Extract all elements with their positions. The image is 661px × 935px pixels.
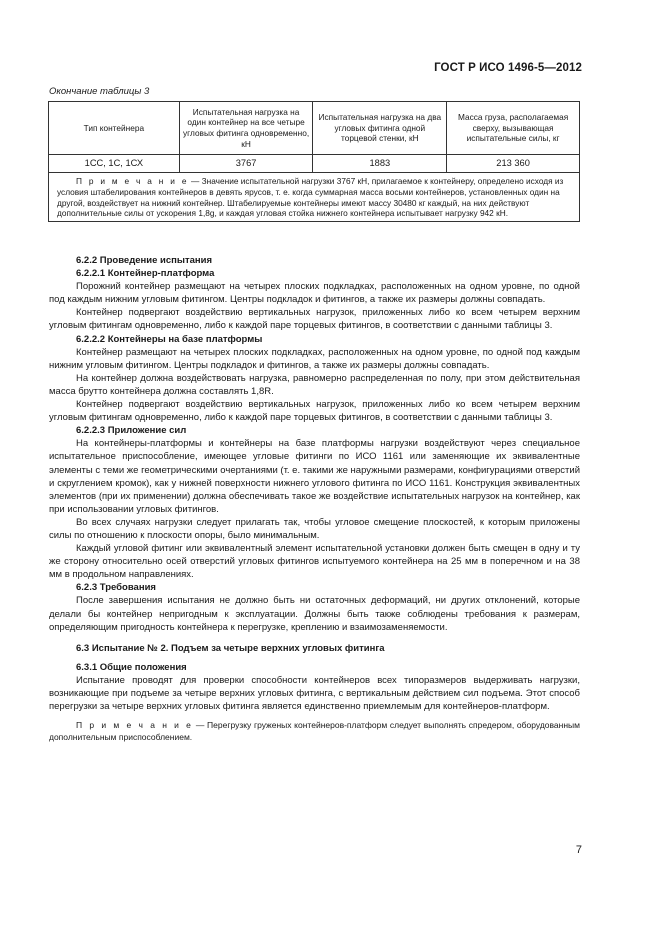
table-cell: 213 360 [447,155,580,173]
note-label: П р и м е ч а н и е [76,720,194,731]
paragraph: На контейнеры-платформы и контейнеры на базе платформы нагрузки воздействуют через специальное испытательное приспособление, имеющее угловые фитинги по ИСО 1161 или заменяющие их эквивалентные элементы с теми же геометрическими очертаниями (т. е. такими же наружными размерами, конфигурациями отверстий и скруглением кромок), как у нижней поверхности нижнего углового фитинга по ИСО 1161. Конструкция эквивалентных элементов (при их применении) должна обеспечивать такое же воздействие испытательных нагрузок на контейнер, как при использовании угловых фитингов. [49,438,580,515]
table-row [49,155,580,173]
paragraph: Контейнер подвергают воздействию вертикальных нагрузок, приложенных либо ко всем четырем верхним угловым фитингам одновременно, либо к каждой паре торцевых фитингов, в соответствии с данными таблицы 3. [49,307,580,332]
paragraph: На контейнер должна воздействовать нагрузка, равномерно распределенная по полу, при этом действительная масса брутто контейнера должна составлять 1,8R. [49,372,580,397]
section-heading: 6.2.2 Проведение испытания [76,255,213,266]
page-number: 7 [575,844,582,856]
column-header: Испытательная нагрузка на два угловых фитинга одной торцевой стенки, кН [313,102,447,155]
table-cell: 3767 [179,155,313,173]
paragraph: Контейнер размещают на четырех плоских подкладках, расположенных на одном уровне, по одной под каждым нижним угловым фитингом. Центры подкладок и фитингов, а также их размеры должны совпадать. [49,346,580,371]
table-caption: Окончание таблицы 3 [49,86,150,97]
table-3-continuation [48,101,580,222]
section-heading: 6.2.2.2 Контейнеры на базе платформы [76,333,263,345]
note-paragraph [49,719,580,743]
note-text: — Перегрузку груженых контейнеров-платформ следует выполнять спредером, оборудованным дополнительным приспособлением. [49,720,580,743]
note-text: — Значение испытательной нагрузки 3767 кН, прилагаемое к контейнеру, определено исходя из условия штабелирования контейнеров в девять ярусов, т. е. когда суммарная масса восьми контейнеров, установленных один на другой, воздействует на нижний контейнер. Штабелируемые контейнеры имеют массу 30480 кг каждый, на них действуют дополнительные силы от ускорения 1,8g, и каждая угловая стойка нижнего контейнера испытывает нагрузку 942 кН. [57,176,564,219]
section-heading: 6.2.3 Требования [76,582,156,594]
section-heading: 6.3.1 Общие положения [76,661,187,673]
note-label: П р и м е ч а н и е [76,176,189,186]
main-text [49,254,580,743]
paragraph: После завершения испытания не должно быть ни остаточных деформаций, ни других отклонений, которые делали бы контейнер непригодным к эксплуатации. Должны быть также соблюдены требования к размерам, определяющим пригодность контейнера к перегрузке, креплению и взаимозаменяемости. [49,595,580,633]
table-note-row [49,173,580,222]
paragraph: Испытание проводят для проверки способности контейнеров всех типоразмеров выдерживать нагрузки, возникающие при подъеме за четыре верхних угловых фитинга, с вертикальным действием сил подъема. Этот способ перегрузки за четыре верхних угловых фитинга является единственно приемлемым для контейнеров-платформ. [49,674,580,713]
column-header: Испытательная нагрузка на один контейнер на все четыре угловых фитинга одновременно, кН [179,102,313,155]
paragraph: Контейнер подвергают воздействию вертикальных нагрузок, приложенных либо ко всем четырем верхним угловым фитингам одновременно, либо к каждой паре торцевых фитингов, в соответствии с данными таблицы 3. [49,399,580,424]
section-heading: 6.2.2.3 Приложение сил [76,425,187,437]
paragraph: Каждый угловой фитинг или эквивалентный элемент испытательной установки должен быть смещен в одну и ту же сторону относительно осей отверстий угловых фитингов испытуемого контейнера на 25 мм в поперечном и на 38 мм в продольном направлениях. [49,543,580,581]
standard-code: ГОСТ Р ИСО 1496-5—2012 [434,62,582,74]
paragraph: Во всех случаях нагрузки следует прилагать так, чтобы угловое смещение плоскостей, к которым приложены силы по отношению к плоскости опоры, было минимальным. [49,516,580,541]
column-header: Тип контейнера [49,102,180,155]
paragraph: Порожний контейнер размещают на четырех плоских подкладках, расположенных на одном уровне, по одной под каждым нижним угловым фитингом. Центры подкладок и фитингов, а также их размеры должны совпадать. [49,281,580,306]
table-cell: 1883 [313,155,447,173]
section-heading: 6.3 Испытание № 2. Подъем за четыре верхних угловых фитинга [76,642,385,654]
table-cell: 1СС, 1С, 1СХ [49,155,180,173]
section-heading: 6.2.2.1 Контейнер-платформа [76,268,215,280]
column-header: Масса груза, располагаемая сверху, вызывающая испытательные силы, кг [447,102,580,155]
table-note [49,173,580,222]
table-header-row [49,102,580,155]
